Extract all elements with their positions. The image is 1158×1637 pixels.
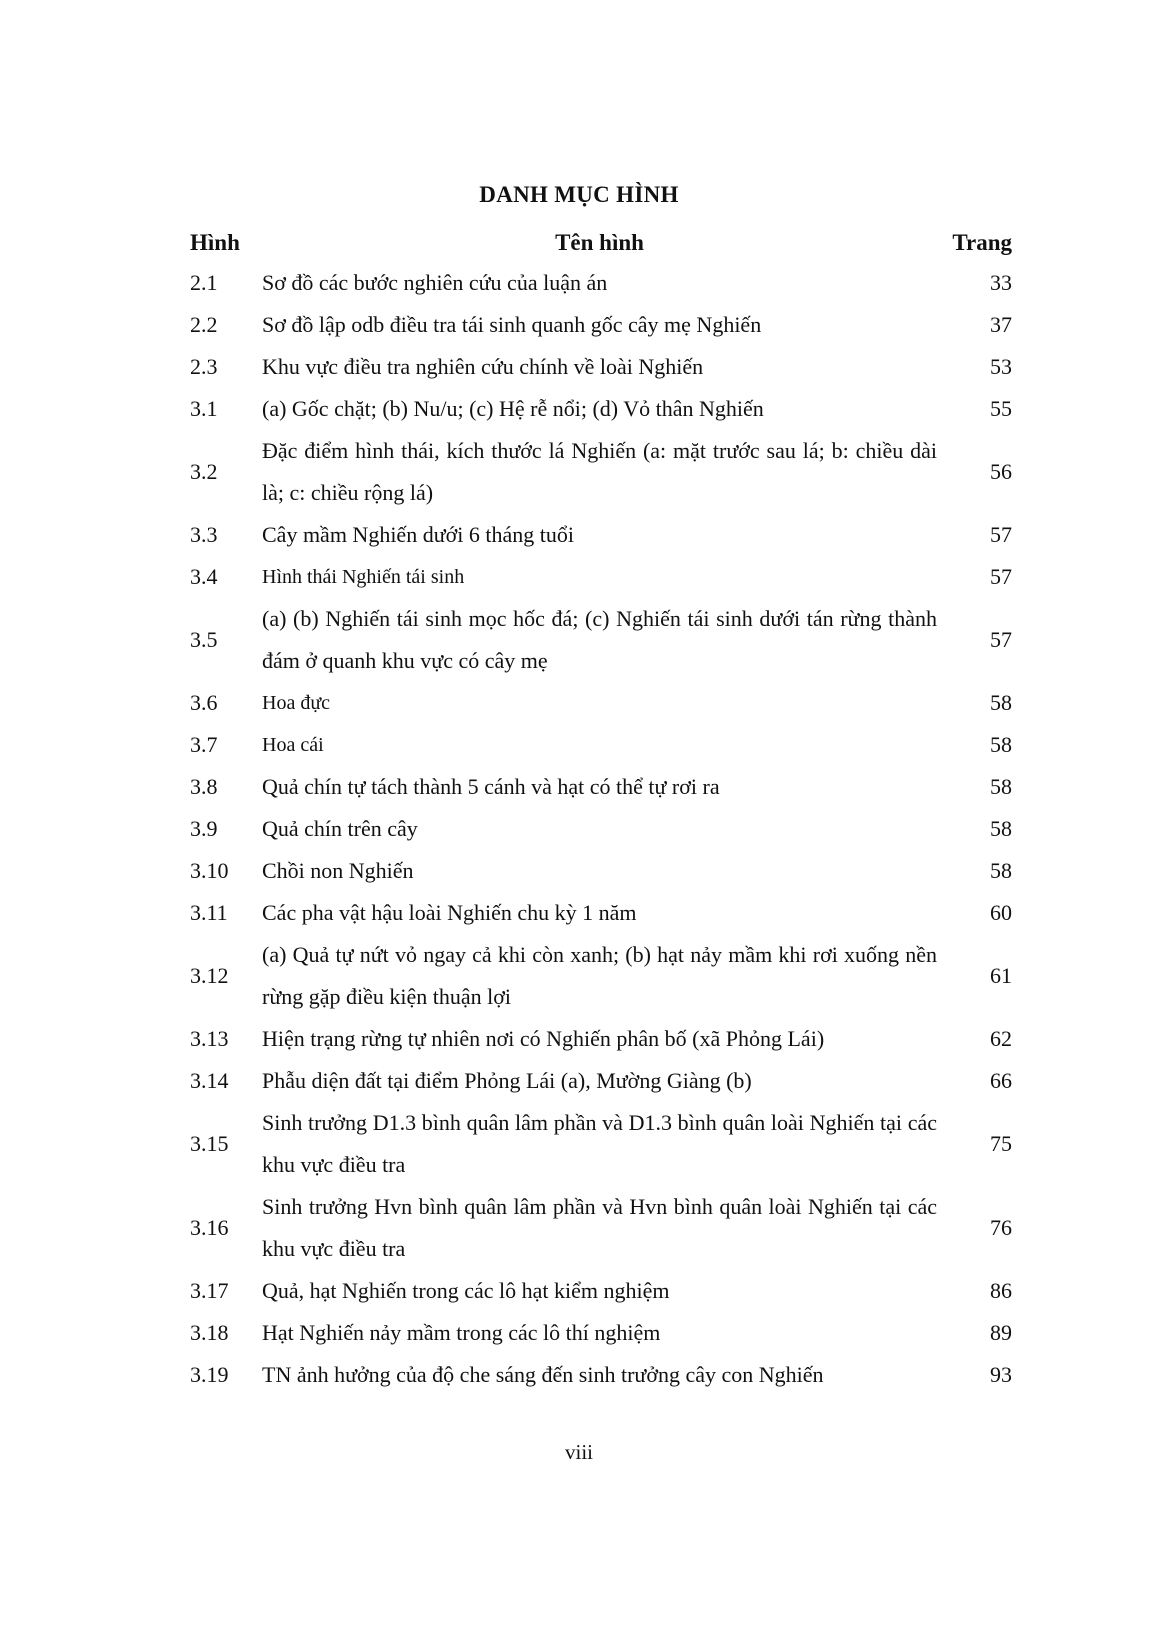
figure-number: 2.2 [190, 312, 218, 337]
table-row [0, 1018, 1158, 1060]
figure-number: 2.1 [190, 270, 218, 295]
table-row [0, 682, 1158, 724]
figure-page: 33 [990, 270, 1012, 295]
page-number: viii [564, 1440, 593, 1464]
figure-page: 57 [990, 522, 1012, 547]
figure-number: 3.2 [190, 459, 218, 484]
figure-number: 3.7 [190, 732, 218, 757]
table-row [0, 304, 1158, 346]
figure-name: Sơ đồ lập odb điều tra tái sinh quanh gốc cây mẹ Nghiến [262, 312, 762, 337]
figure-name: Đặc điểm hình thái, kích thước lá Nghiến (a: mặt trước sau lá; b: chiều dài là; c: chiều rộng lá) [262, 438, 937, 505]
table-row [0, 1354, 1158, 1396]
figure-name: Khu vực điều tra nghiên cứu chính về loài Nghiến [262, 354, 704, 379]
figure-page: 58 [990, 816, 1012, 841]
figure-number: 3.8 [190, 774, 218, 799]
figure-page: 76 [990, 1215, 1012, 1240]
figure-name: Sinh trưởng D1.3 bình quân lâm phần và D1.3 bình quân loài Nghiến tại các khu vực điều tra [262, 1110, 937, 1177]
table-row [0, 766, 1158, 808]
figure-name: Quả chín trên cây [262, 816, 418, 841]
figure-page: 66 [990, 1068, 1012, 1093]
figure-number: 3.10 [190, 858, 229, 883]
column-header-name: Tên hình [555, 230, 644, 255]
table-row [0, 430, 1158, 514]
figure-name: Cây mầm Nghiến dưới 6 tháng tuổi [262, 522, 574, 547]
figure-page: 56 [990, 459, 1012, 484]
table-header [0, 224, 1158, 262]
figure-page: 86 [990, 1278, 1012, 1303]
table-row [0, 262, 1158, 304]
column-header-figure: Hình [190, 230, 240, 255]
table-row [0, 1102, 1158, 1186]
figure-number: 3.5 [190, 627, 218, 652]
figure-number: 3.15 [190, 1131, 229, 1156]
table-row [0, 1270, 1158, 1312]
figure-number: 3.11 [190, 900, 228, 925]
figure-name: (a) (b) Nghiến tái sinh mọc hốc đá; (c) Nghiến tái sinh dưới tán rừng thành đám ở quanh khu vực có cây mẹ [262, 606, 937, 673]
figure-page: 53 [990, 354, 1012, 379]
page-title: DANH MỤC HÌNH [479, 182, 679, 207]
figure-name: Quả chín tự tách thành 5 cánh và hạt có thể tự rơi ra [262, 774, 720, 799]
figure-name: Sơ đồ các bước nghiên cứu của luận án [262, 270, 608, 295]
figure-name: Hiện trạng rừng tự nhiên nơi có Nghiến phân bố (xã Phỏng Lái) [262, 1026, 825, 1051]
figure-page: 93 [990, 1362, 1012, 1387]
figure-page: 60 [990, 900, 1012, 925]
table-row [0, 346, 1158, 388]
figure-number: 3.14 [190, 1068, 229, 1093]
figure-number: 3.16 [190, 1215, 229, 1240]
table-row [0, 808, 1158, 850]
figure-page: 75 [990, 1131, 1012, 1156]
figure-page: 89 [990, 1320, 1012, 1345]
figure-number: 3.17 [190, 1278, 229, 1303]
figure-number: 3.4 [190, 564, 218, 589]
table-row [0, 934, 1158, 1018]
figure-name: Chồi non Nghiến [262, 858, 414, 883]
figure-name: Quả, hạt Nghiến trong các lô hạt kiểm nghiệm [262, 1278, 670, 1303]
table-row [0, 598, 1158, 682]
figure-name: (a) Gốc chặt; (b) Nu/u; (c) Hệ rễ nổi; (d) Vỏ thân Nghiến [262, 396, 764, 421]
figure-page: 58 [990, 858, 1012, 883]
figure-page: 58 [990, 690, 1012, 715]
figure-number: 3.3 [190, 522, 218, 547]
table-row [0, 1060, 1158, 1102]
figure-page: 61 [990, 963, 1012, 988]
figure-name: (a) Quả tự nứt vỏ ngay cả khi còn xanh; (b) hạt nảy mầm khi rơi xuống nền rừng gặp điều kiện thuận lợi [262, 942, 937, 1009]
figure-page: 57 [990, 564, 1012, 589]
figure-page: 57 [990, 627, 1012, 652]
figure-number: 3.18 [190, 1320, 229, 1345]
table-row [0, 724, 1158, 766]
figure-number: 3.12 [190, 963, 229, 988]
figure-name: TN ảnh hưởng của độ che sáng đến sinh trưởng cây con Nghiến [262, 1362, 824, 1387]
figure-page: 37 [990, 312, 1012, 337]
figure-page: 62 [990, 1026, 1012, 1051]
figure-number: 3.1 [190, 396, 218, 421]
figure-name: Các pha vật hậu loài Nghiến chu kỳ 1 năm [262, 900, 637, 925]
table-row [0, 1312, 1158, 1354]
table-row [0, 1186, 1158, 1270]
figure-number: 2.3 [190, 354, 218, 379]
figure-number: 3.13 [190, 1026, 229, 1051]
table-row [0, 850, 1158, 892]
figure-name: Hoa đực [262, 692, 331, 714]
table-row [0, 556, 1158, 598]
figure-number: 3.6 [190, 690, 218, 715]
table-row [0, 514, 1158, 556]
column-header-page: Trang [952, 230, 1012, 255]
figure-number: 3.19 [190, 1362, 229, 1387]
figure-name: Hoa cái [262, 734, 324, 756]
table-row [0, 892, 1158, 934]
figure-page: 58 [990, 732, 1012, 757]
figure-number: 3.9 [190, 816, 218, 841]
figure-name: Hạt Nghiến nảy mầm trong các lô thí nghiệm [262, 1320, 661, 1345]
figure-name: Sinh trưởng Hvn bình quân lâm phần và Hvn bình quân loài Nghiến tại các khu vực điều tra [262, 1194, 937, 1261]
table-row [0, 388, 1158, 430]
figure-name: Phẫu diện đất tại điểm Phỏng Lái (a), Mường Giàng (b) [262, 1068, 752, 1093]
figure-name: Hình thái Nghiến tái sinh [262, 566, 465, 588]
figure-list [0, 262, 1158, 1396]
figure-page: 58 [990, 774, 1012, 799]
figure-page: 55 [990, 396, 1012, 421]
